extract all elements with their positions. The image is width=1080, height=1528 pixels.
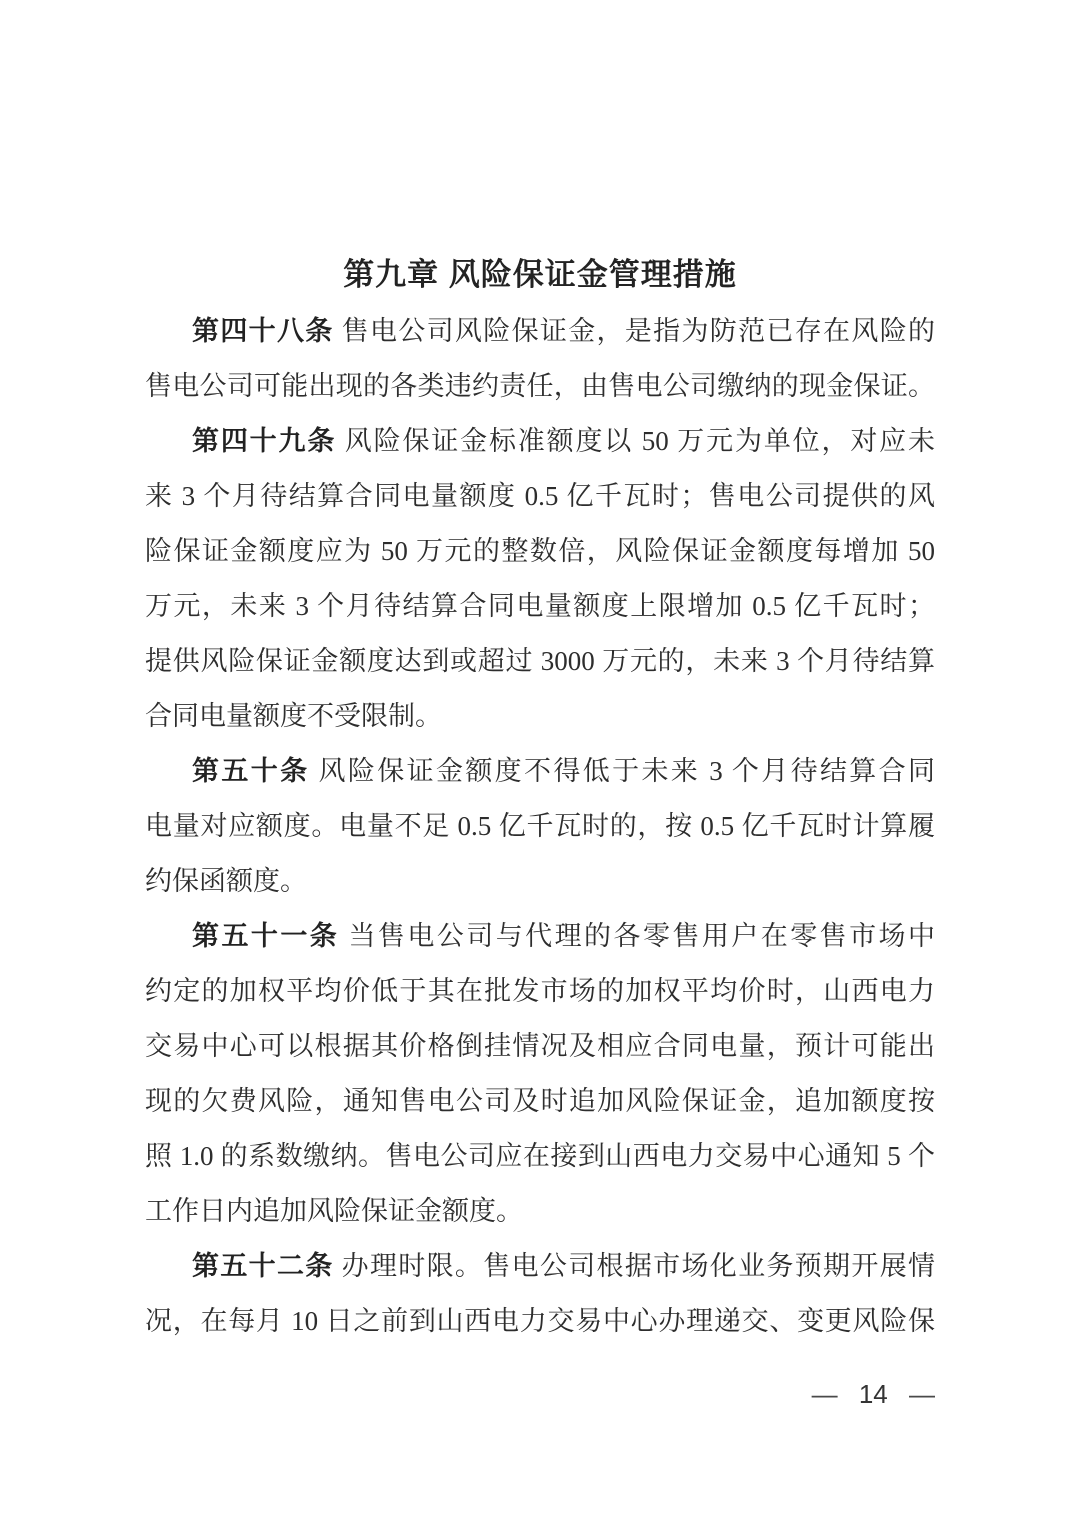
footer-left-dash: —	[811, 1379, 838, 1409]
paragraph	[145, 1239, 935, 1349]
text-line	[145, 469, 935, 524]
article-number: 第四十九条	[192, 426, 337, 456]
chapter-heading: 第九章 风险保证金管理措施	[343, 257, 737, 292]
footer-right-dash: —	[909, 1379, 935, 1409]
article-text: 售电公司风险保证金，是指为防范已存在风险的	[333, 316, 935, 346]
text-line	[145, 689, 935, 744]
article-text: 况，在每月 10 日之前到山西电力交易中心办理递交、变更风险保	[145, 1306, 935, 1336]
article-text: 办理时限。售电公司根据市场化业务预期开展情	[333, 1251, 935, 1281]
article-text: 风险保证金标准额度以 50 万元为单位，对应未	[336, 426, 935, 456]
text-line	[145, 909, 935, 964]
article-text: 风险保证金额度不得低于未来 3 个月待结算合同	[309, 756, 935, 786]
article-text: 工作日内追加风险保证金额度。	[145, 1196, 523, 1226]
paragraph	[145, 909, 935, 1239]
document-body	[145, 304, 935, 1349]
article-text: 万元，未来 3 个月待结算合同电量额度上限增加 0.5 亿千瓦时；	[145, 591, 935, 621]
text-line	[145, 1129, 935, 1184]
page-footer	[812, 1374, 935, 1414]
article-text: 提供风险保证金额度达到或超过 3000 万元的，未来 3 个月待结算	[145, 646, 935, 676]
text-line	[145, 1294, 935, 1349]
article-text: 售电公司可能出现的各类违约责任，由售电公司缴纳的现金保证。	[145, 371, 935, 401]
text-line	[145, 964, 935, 1019]
article-number: 第五十一条	[192, 921, 340, 951]
text-line	[145, 414, 935, 469]
text-line	[145, 799, 935, 854]
article-text: 约定的加权平均价低于其在批发市场的加权平均价时，山西电力	[145, 976, 935, 1006]
article-text: 现的欠费风险，通知售电公司及时追加风险保证金，追加额度按	[145, 1086, 935, 1116]
text-line	[145, 1019, 935, 1074]
paragraph	[145, 414, 935, 744]
text-line	[145, 854, 935, 909]
article-number: 第四十八条	[192, 316, 334, 346]
text-line	[145, 359, 935, 414]
text-line	[145, 579, 935, 634]
article-text: 来 3 个月待结算合同电量额度 0.5 亿千瓦时；售电公司提供的风	[145, 481, 935, 511]
paragraph	[145, 304, 935, 414]
page-number: 14	[858, 1379, 888, 1409]
document-content	[145, 246, 935, 1349]
article-text: 照 1.0 的系数缴纳。售电公司应在接到山西电力交易中心通知 5 个	[145, 1141, 935, 1171]
article-text: 合同电量额度不受限制。	[145, 701, 442, 731]
article-number: 第五十二条	[192, 1251, 334, 1281]
text-line	[145, 1184, 935, 1239]
article-text: 交易中心可以根据其价格倒挂情况及相应合同电量，预计可能出	[145, 1031, 935, 1061]
text-line	[145, 304, 935, 359]
paragraph	[145, 744, 935, 909]
text-line	[145, 634, 935, 689]
article-text: 约保函额度。	[145, 866, 307, 896]
article-text: 电量对应额度。电量不足 0.5 亿千瓦时的，按 0.5 亿千瓦时计算履	[145, 811, 935, 841]
text-line	[145, 524, 935, 579]
article-text: 当售电公司与代理的各零售用户在零售市场中	[339, 921, 935, 951]
text-line	[145, 744, 935, 799]
text-line	[145, 1074, 935, 1129]
article-number: 第五十条	[192, 756, 310, 786]
article-text: 险保证金额度应为 50 万元的整数倍，风险保证金额度每增加 50	[145, 536, 935, 566]
text-line	[145, 1239, 935, 1294]
